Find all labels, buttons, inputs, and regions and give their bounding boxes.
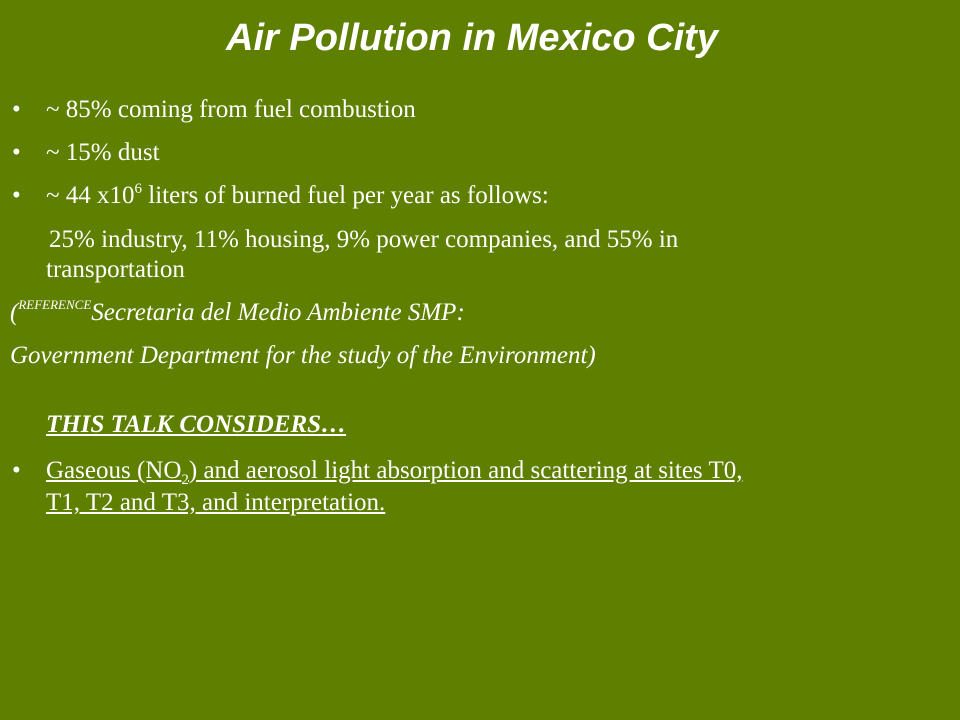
bullet-dot: • (12, 139, 21, 166)
slide-title: Air Pollution in Mexico City (226, 17, 718, 59)
fuel-breakdown-line-2: transportation (46, 256, 185, 283)
reference-source: Secretaria del Medio Ambiente SMP: (91, 299, 465, 326)
bullet-dot: • (12, 96, 21, 123)
talk-scope-line-1 (46, 455, 742, 486)
bullet-text-before: ~ 44 x10 (46, 182, 135, 209)
talk-scope-line-2: T1, T2 and T3, and interpretation. (46, 489, 386, 516)
talk-scope-part-1: Gaseous (NO (46, 457, 182, 484)
reference-open-paren: ( (10, 299, 19, 326)
talk-scope-part-2: ) and aerosol light absorption and scattering at sites T0, (188, 457, 743, 484)
fuel-breakdown-line-1: 25% industry, 11% housing, 9% power companies, and 55% in (49, 226, 679, 253)
reference-line-1 (10, 297, 465, 328)
bullet-text: ~ 15% dust (46, 139, 160, 166)
bullet-text: ~ 85% coming from fuel combustion (46, 96, 416, 123)
reference-tag: REFERENCE (18, 297, 92, 312)
reference-line-2: Government Department for the study of the Environment) (10, 342, 596, 369)
bullet-dot: • (12, 457, 21, 484)
exponent-superscript: 6 (134, 181, 143, 197)
bullet-dot: • (12, 182, 21, 209)
no2-subscript: 2 (181, 472, 189, 488)
bullet-text-after: liters of burned fuel per year as follows: (142, 182, 549, 209)
bullet-text (46, 180, 549, 211)
talk-heading: THIS TALK CONSIDERS… (46, 411, 347, 438)
